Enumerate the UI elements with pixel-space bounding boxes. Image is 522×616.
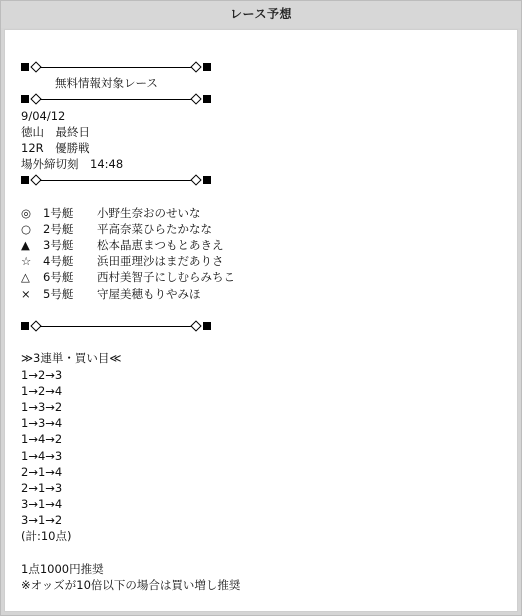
diamond-icon	[190, 61, 201, 72]
bet-combo: 1→3→2	[21, 399, 63, 414]
bet-combo: 1→3→4	[21, 416, 63, 431]
pick-boat: 5号艇	[43, 286, 74, 301]
divider	[21, 91, 211, 107]
pick-boat: 4号艇	[43, 254, 74, 269]
square-icon	[203, 322, 211, 330]
content-panel	[4, 29, 518, 612]
pick-racer: 小野生奈おのせいな	[97, 205, 201, 220]
pick-boat: 1号艇	[43, 205, 74, 220]
spacer	[21, 302, 240, 318]
pick-boat: 2号艇	[43, 221, 74, 236]
pick-mark: △	[21, 270, 30, 285]
odds-note: ※オッズが10倍以下の場合は買い増し推奨	[21, 578, 241, 592]
spacer	[21, 334, 240, 350]
pick-racer: 松本晶恵まつもとあきえ	[97, 238, 224, 253]
pick-mark: ○	[21, 221, 32, 236]
window-title: レース予想	[1, 1, 521, 28]
race-deadline: 場外締切刻 14:48	[21, 157, 124, 172]
race-prediction-text	[21, 59, 240, 593]
square-icon	[21, 63, 29, 71]
square-icon	[21, 176, 29, 184]
pick-row	[21, 221, 240, 237]
divider	[21, 59, 211, 75]
diamond-icon	[190, 94, 201, 105]
divider-rule	[40, 326, 192, 327]
pick-racer: 守屋美穂もりやみほ	[97, 286, 201, 301]
pick-row	[21, 253, 240, 269]
bet-combo: 1→4→2	[21, 432, 63, 447]
bet-combo: 1→2→4	[21, 383, 63, 398]
bets-heading: ≫3連単・買い目≪	[21, 351, 122, 366]
square-icon	[203, 95, 211, 103]
pick-racer: 西村美智子にしむらみちこ	[97, 270, 235, 285]
bet-combo: 2→1→4	[21, 464, 63, 479]
square-icon	[21, 95, 29, 103]
pick-row	[21, 286, 240, 302]
diamond-icon	[190, 175, 201, 186]
pick-mark: ☆	[21, 254, 32, 269]
divider-rule	[40, 180, 192, 181]
free-info-label: 無料情報対象レース	[55, 76, 158, 91]
bet-combo: 1→2→3	[21, 367, 63, 382]
race-date: 9/04/12	[21, 108, 66, 123]
divider	[21, 172, 211, 188]
bet-combo: 3→1→4	[21, 497, 63, 512]
pick-boat: 3号艇	[43, 238, 74, 253]
pick-mark: ◎	[21, 205, 32, 220]
pick-racer: 平高奈菜ひらたかなな	[97, 221, 212, 236]
stake-recommendation: 1点1000円推奨	[21, 561, 104, 576]
bets-total: (計:10点)	[21, 529, 72, 544]
pick-racer: 浜田亜理沙はまだありさ	[97, 254, 224, 269]
pick-mark: ×	[21, 286, 31, 301]
diamond-icon	[190, 320, 201, 331]
divider-rule	[40, 99, 192, 100]
race-venue: 徳山 最終日	[21, 124, 90, 139]
divider	[21, 318, 211, 334]
spacer	[21, 545, 240, 561]
bet-combo: 1→4→3	[21, 448, 63, 463]
pick-row	[21, 237, 240, 253]
pick-boat: 6号艇	[43, 270, 74, 285]
spacer	[21, 189, 240, 205]
bet-combo: 2→1→3	[21, 480, 63, 495]
square-icon	[203, 176, 211, 184]
bet-combo: 3→1→2	[21, 513, 63, 528]
square-icon	[21, 322, 29, 330]
square-icon	[203, 63, 211, 71]
divider-rule	[40, 67, 192, 68]
pick-mark: ▲	[21, 238, 30, 253]
pick-row	[21, 269, 240, 285]
pick-row	[21, 205, 240, 221]
race-name: 12R 優勝戦	[21, 140, 90, 155]
